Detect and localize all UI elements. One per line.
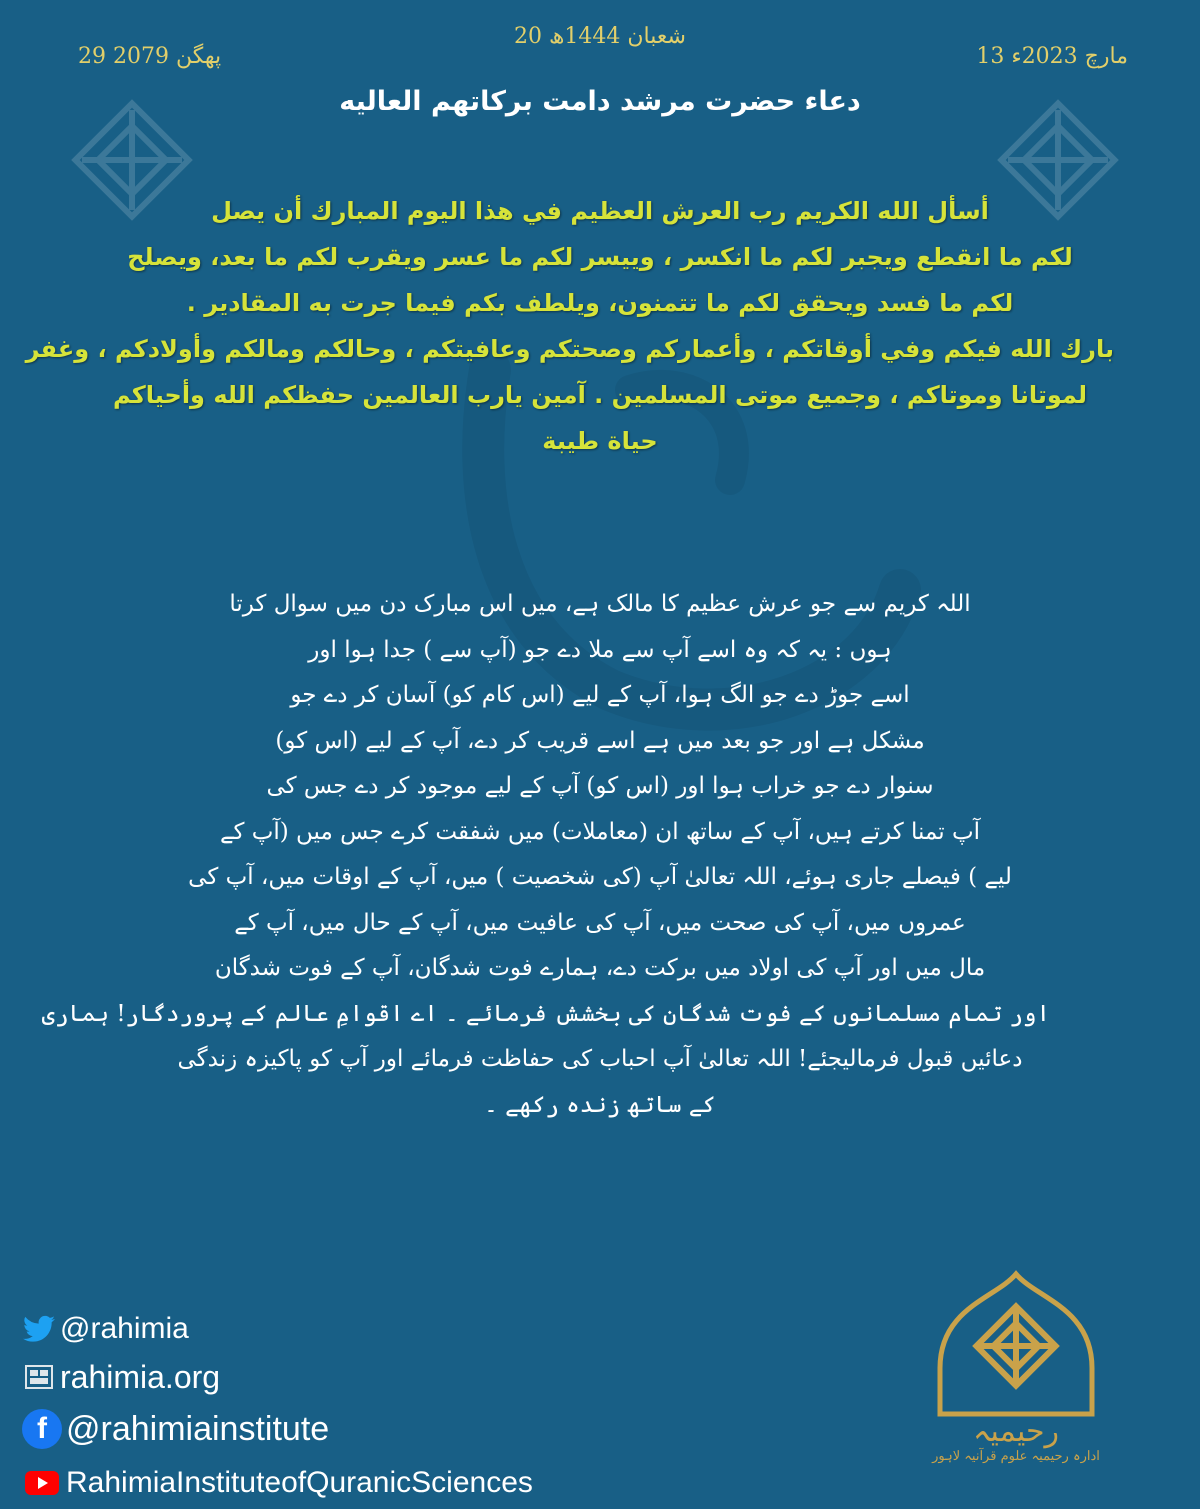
twitter-icon xyxy=(22,1312,56,1346)
urdu-line: اسے جوڑ دے جو الگ ہوا، آپ کے لیے (اس کام کو) آسان کر دے جو xyxy=(290,682,910,708)
urdu-line: مشکل ہے اور جو بعد میں ہے اسے قریب کر دے، آپ کے لیے (اس کو) xyxy=(275,727,925,754)
arabic-line: لكم ما فسد ويحقق لكم ما تتمنون، ويلطف بكم فيما جرت به المقادير . xyxy=(186,289,1014,317)
rahimia-logo xyxy=(918,1268,1114,1478)
arabic-line: لكم ما انقطع ويجبر لكم ما انكسر ، وييسر لكم ما عسر ويقرب لكم ما بعد، ويصلح xyxy=(127,243,1073,271)
facebook-icon: f xyxy=(22,1409,62,1449)
page-title: دعاء حضرت مرشد دامت بركاتهم العاليه xyxy=(339,86,861,117)
logo-emblem xyxy=(918,1268,1114,1418)
urdu-line: کے ساتھ زندہ رکھے ۔ xyxy=(484,1091,716,1118)
website-url: rahimia.org xyxy=(60,1358,221,1395)
urdu-line: دعائیں قبول فرمالیجئے! اللہ تعالیٰ آپ احباب کی حفاظت فرمائے اور آپ کو پاکیزہ زندگی xyxy=(177,1046,1023,1072)
facebook-link[interactable] xyxy=(22,1401,533,1457)
urdu-line: لیے ) فیصلے جاری ہوئے، اللہ تعالیٰ آپ (کی شخصیت ) میں، آپ کے اوقات میں، آپ کی xyxy=(188,864,1012,890)
website-icon xyxy=(22,1360,56,1394)
urdu-line: عمروں میں، آپ کی صحت میں، آپ کی عافیت میں، آپ کے حال میں، آپ کے xyxy=(234,909,966,936)
logo-name: رحیمیہ xyxy=(972,1414,1060,1449)
arabic-line: حياة طيبة xyxy=(542,427,658,455)
urdu-line: سنوار دے جو خراب ہوا اور (اس کو) آپ کے لیے موجود کر دے جس کی xyxy=(266,773,934,799)
twitter-link[interactable] xyxy=(22,1305,533,1353)
hijri-date: 20 شعبان 1444ھ xyxy=(514,24,686,49)
arabic-line: لموتانا وموتاكم ، وجميع موتى المسلمين . آمين يارب العالمين حفظكم الله وأحياكم xyxy=(112,381,1088,409)
gregorian-date: 13 مارچ 2023ء xyxy=(976,44,1128,69)
urdu-translation xyxy=(41,582,1050,1128)
arabic-line: بارك الله فيكم وفي أوقاتكم ، وأعماركم وصحتكم وعافيتكم ، وحالكم ومالكم وأولادكم ، وغفر xyxy=(25,335,1114,363)
urdu-line: آپ تمنا کرتے ہیں، آپ کے ساتھ ان (معاملات) میں شفقت کرے جس میں (آپ کے xyxy=(219,818,980,845)
social-links xyxy=(22,1305,533,1509)
youtube-icon xyxy=(22,1466,62,1500)
youtube-channel: RahimiaInstituteofQuranicSciences xyxy=(66,1466,533,1499)
website-link[interactable] xyxy=(22,1353,533,1401)
urdu-line: اللہ کریم سے جو عرش عظیم کا مالک ہے، میں اس مبارک دن میں سوال کرتا xyxy=(229,591,971,617)
urdu-line: ہوں : یہ کہ وہ اسے آپ سے ملا دے جو (آپ سے ) جدا ہوا اور xyxy=(308,636,892,663)
youtube-link[interactable] xyxy=(22,1457,533,1509)
twitter-handle: @rahimia xyxy=(60,1312,189,1345)
arabic-prayer xyxy=(25,188,1114,464)
facebook-handle: @rahimiainstitute xyxy=(66,1409,330,1448)
logo-subtitle: ادارہ رحیمیہ علوم قرآنیہ لاہور xyxy=(932,1449,1100,1464)
urdu-line: اور تمام مسلمانوں کے فوت شدگان کی بخشش فرمائے ۔ اے اقوامِ عالم کے پروردگار! ہماری xyxy=(41,1000,1050,1027)
urdu-line: مال میں اور آپ کی اولاد میں برکت دے، ہمارے فوت شدگان، آپ کے فوت شدگان xyxy=(214,955,986,981)
bikrami-date: 29 پھگن 2079 xyxy=(78,44,222,69)
arabic-line: أسأل الله الكريم رب العرش العظيم في هذا اليوم المبارك أن يصل xyxy=(211,197,989,225)
